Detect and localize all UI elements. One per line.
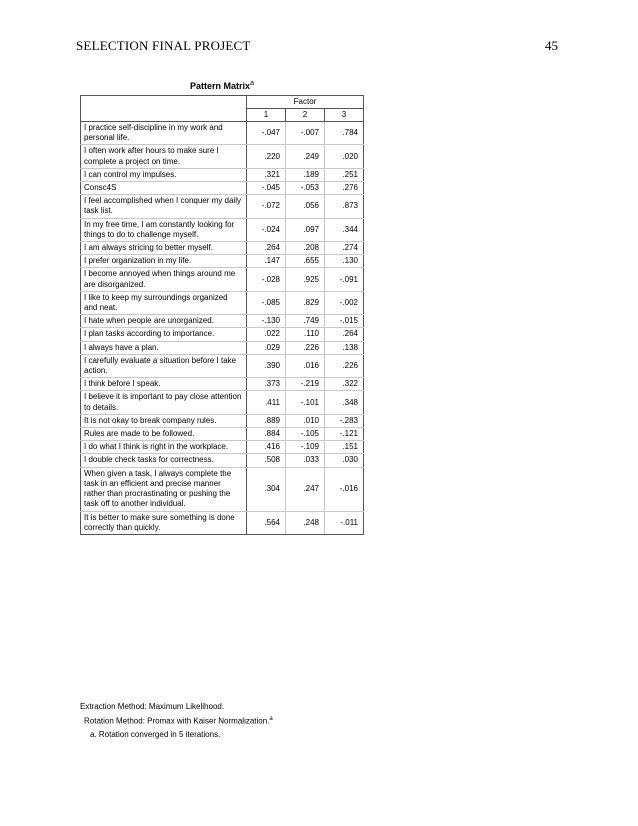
table-row (81, 414, 364, 427)
item-label: I can control my impulses. (81, 168, 247, 181)
factor-column-header: 1 (247, 109, 286, 122)
factor-loading-cell: .321 (247, 168, 286, 181)
rotation-note-superscript: a (269, 716, 273, 722)
table-row (81, 315, 364, 328)
factor-loading-cell: -.121 (325, 428, 364, 441)
factor-loading-cell: .829 (286, 291, 325, 314)
table-row (81, 467, 364, 511)
factor-column-header: 2 (286, 109, 325, 122)
table-row (81, 428, 364, 441)
item-label: I do what I think is right in the workplace. (81, 441, 247, 454)
factor-loading-cell: -.015 (325, 315, 364, 328)
table-row (81, 242, 364, 255)
factor-loading-cell: -.101 (286, 391, 325, 414)
table-notes (80, 700, 273, 741)
factor-loading-cell: .248 (286, 511, 325, 534)
running-head: SELECTION FINAL PROJECT (76, 38, 251, 53)
item-label: Rules are made to be followed. (81, 428, 247, 441)
factor-loading-cell: -.053 (286, 182, 325, 195)
item-label: I am always stricing to better myself. (81, 242, 247, 255)
factor-loading-cell: .220 (247, 145, 286, 168)
item-label: It is not okay to break company rules. (81, 414, 247, 427)
factor-loading-cell: .264 (325, 328, 364, 341)
factor-loading-cell: -.105 (286, 428, 325, 441)
item-label: I practice self-discipline in my work and personal life. (81, 122, 247, 145)
factor-loading-cell: .151 (325, 441, 364, 454)
factor-loading-cell: -.024 (247, 218, 286, 241)
factor-loading-cell: .889 (247, 414, 286, 427)
factor-header: Factor (247, 96, 364, 109)
factor-loading-cell: .249 (286, 145, 325, 168)
item-label: I prefer organization in my life. (81, 255, 247, 268)
factor-loading-cell: .033 (286, 454, 325, 467)
factor-loading-cell: -.047 (247, 122, 286, 145)
factor-loading-cell: -.002 (325, 291, 364, 314)
item-label: I double check tasks for correctness. (81, 454, 247, 467)
table-row (81, 454, 364, 467)
factor-loading-cell: .010 (286, 414, 325, 427)
table-row (81, 328, 364, 341)
factor-loading-cell: .130 (325, 255, 364, 268)
factor-loading-cell: .304 (247, 467, 286, 511)
table-title-text: Pattern Matrix (190, 81, 251, 91)
factor-loading-cell: .344 (325, 218, 364, 241)
factor-loading-cell: -.028 (247, 268, 286, 291)
item-label: I always have a plan. (81, 341, 247, 354)
factor-loading-cell: -.011 (325, 511, 364, 534)
factor-column-header: 3 (325, 109, 364, 122)
factor-loading-cell: .226 (286, 341, 325, 354)
factor-loading-cell: -.091 (325, 268, 364, 291)
pattern-matrix-table (80, 95, 364, 535)
factor-loading-cell: .264 (247, 242, 286, 255)
factor-loading-cell: .749 (286, 315, 325, 328)
item-label: Consc4S (81, 182, 247, 195)
factor-loading-cell: .276 (325, 182, 364, 195)
factor-loading-cell: .322 (325, 378, 364, 391)
factor-loading-cell: .029 (247, 341, 286, 354)
factor-loading-cell: -.130 (247, 315, 286, 328)
factor-loading-cell: -.007 (286, 122, 325, 145)
factor-loading-cell: .030 (325, 454, 364, 467)
table-row (81, 182, 364, 195)
table-row (81, 218, 364, 241)
factor-loading-cell: .022 (247, 328, 286, 341)
table-row (81, 341, 364, 354)
extraction-note: Extraction Method: Maximum Likelihood. (80, 702, 225, 711)
item-label: I hate when people are unorganized. (81, 315, 247, 328)
item-label: I feel accomplished when I conquer my daily task list. (81, 195, 247, 218)
rotation-note-text: Rotation Method: Promax with Kaiser Normalization. (84, 716, 270, 726)
factor-loading-cell: .508 (247, 454, 286, 467)
matrix-body (81, 122, 364, 535)
factor-loading-cell: -.085 (247, 291, 286, 314)
corner-cell (81, 96, 247, 122)
factor-loading-cell: -.109 (286, 441, 325, 454)
factor-loading-cell: .247 (286, 467, 325, 511)
footnote: a. Rotation converged in 5 iterations. (90, 729, 221, 739)
item-label: I carefully evaluate a situation before I take action. (81, 354, 247, 377)
item-label: I plan tasks according to importance. (81, 328, 247, 341)
factor-loading-cell: .020 (325, 145, 364, 168)
rotation-note (80, 713, 273, 728)
item-label: I like to keep my surroundings organized and neat. (81, 291, 247, 314)
factor-loading-cell: .138 (325, 341, 364, 354)
factor-loading-cell: .784 (325, 122, 364, 145)
item-label: It is better to make sure something is done correctly than quickly. (81, 511, 247, 534)
table-row (81, 195, 364, 218)
factor-loading-cell: .147 (247, 255, 286, 268)
table-title-superscript: a (250, 80, 254, 87)
item-label: I believe it is important to pay close attention to details. (81, 391, 247, 414)
table-row (81, 145, 364, 168)
factor-loading-cell: .110 (286, 328, 325, 341)
factor-loading-cell: .884 (247, 428, 286, 441)
factor-loading-cell: -.072 (247, 195, 286, 218)
factor-loading-cell: .056 (286, 195, 325, 218)
factor-loading-cell: .274 (325, 242, 364, 255)
factor-loading-cell: .189 (286, 168, 325, 181)
table-row (81, 441, 364, 454)
factor-loading-cell: .208 (286, 242, 325, 255)
table-title (80, 80, 364, 91)
table-row (81, 122, 364, 145)
factor-loading-cell: .925 (286, 268, 325, 291)
factor-loading-cell: -.283 (325, 414, 364, 427)
factor-loading-cell: .873 (325, 195, 364, 218)
page-number: 45 (545, 38, 558, 53)
table-row (81, 268, 364, 291)
item-label: When given a task, I always complete the task in an efficient and precise manner rather than procrastinating or pushing the task off to another individual. (81, 467, 247, 511)
factor-loading-cell: .016 (286, 354, 325, 377)
table-row (81, 255, 364, 268)
factor-loading-cell: .097 (286, 218, 325, 241)
factor-loading-cell: .416 (247, 441, 286, 454)
factor-loading-cell: .348 (325, 391, 364, 414)
table-row (81, 168, 364, 181)
item-label: I think before I speak. (81, 378, 247, 391)
factor-loading-cell: .390 (247, 354, 286, 377)
table-row (81, 511, 364, 534)
factor-loading-cell: .411 (247, 391, 286, 414)
item-label: I often work after hours to make sure I complete a project on time. (81, 145, 247, 168)
factor-loading-cell: -.045 (247, 182, 286, 195)
factor-loading-cell: .373 (247, 378, 286, 391)
table-row (81, 391, 364, 414)
factor-loading-cell: .655 (286, 255, 325, 268)
table-row (81, 354, 364, 377)
factor-loading-cell: .564 (247, 511, 286, 534)
item-label: In my free time, I am constantly looking for things to do to challenge myself. (81, 218, 247, 241)
factor-loading-cell: .251 (325, 168, 364, 181)
item-label: I become annoyed when things around me are disorganized. (81, 268, 247, 291)
factor-loading-cell: -.219 (286, 378, 325, 391)
factor-loading-cell: .226 (325, 354, 364, 377)
table-row (81, 291, 364, 314)
table-row (81, 378, 364, 391)
factor-loading-cell: -.016 (325, 467, 364, 511)
